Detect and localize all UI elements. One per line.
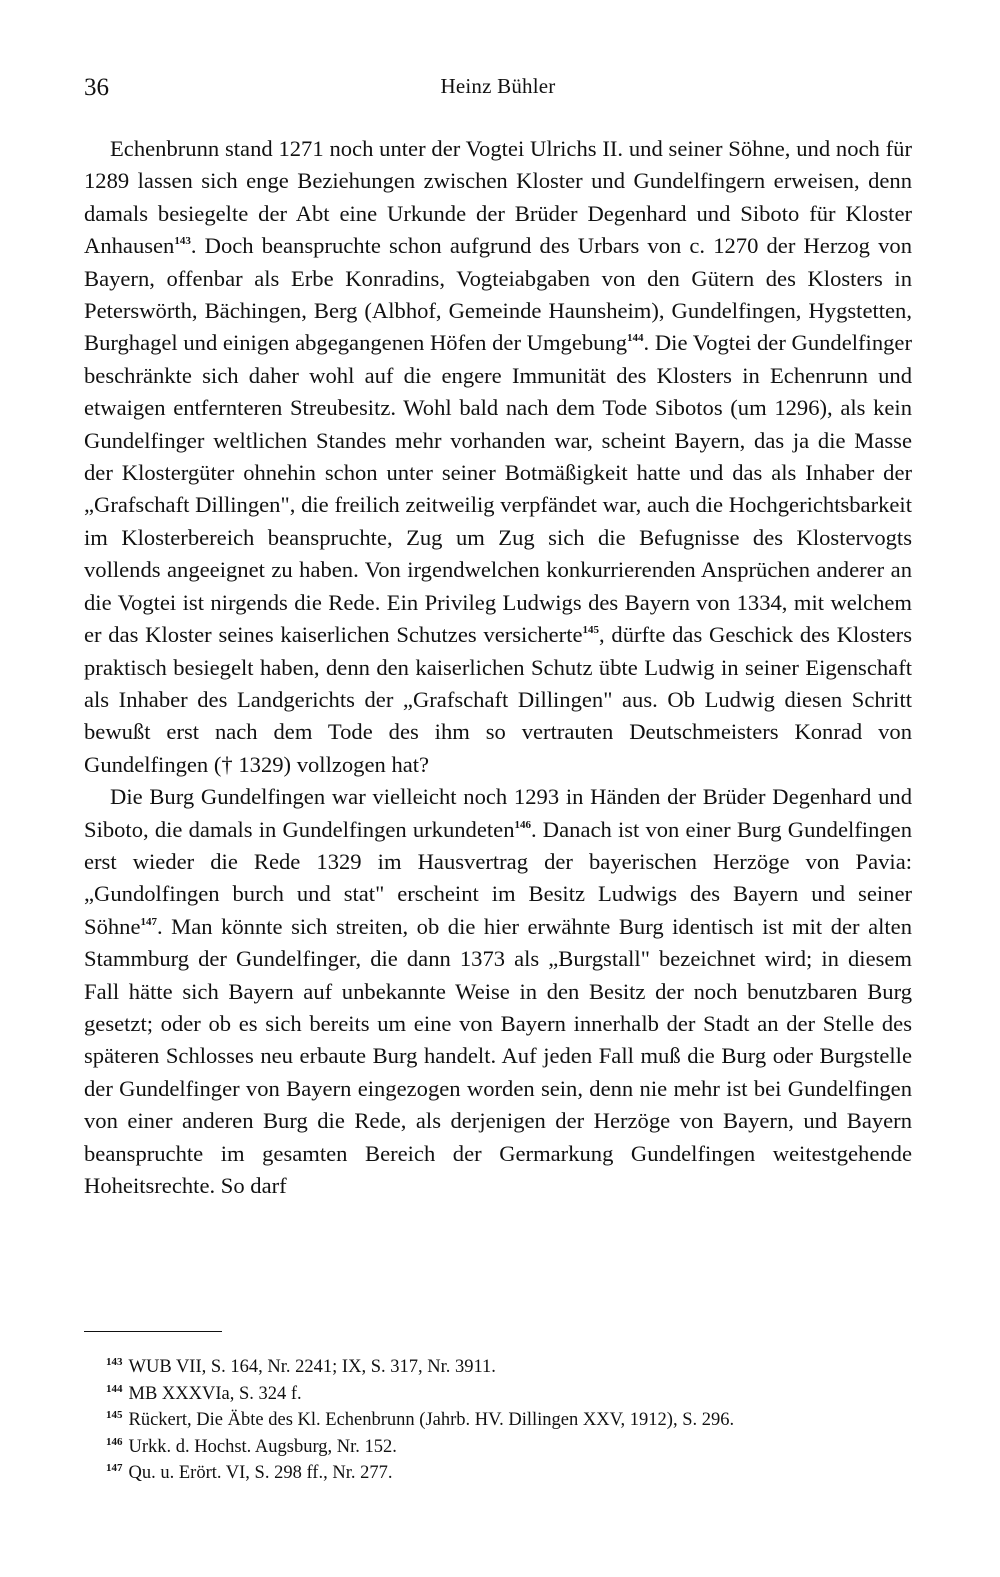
- footnote-number: 144: [106, 1382, 123, 1395]
- paragraph-2: [84, 781, 912, 1202]
- footnote-145: [84, 1407, 912, 1434]
- footnote-144: [84, 1381, 912, 1408]
- footnote-number: 146: [106, 1435, 123, 1448]
- footnote-number: 147: [106, 1462, 123, 1474]
- footnote-text: MB XXXVIa, S. 324 f.: [128, 1383, 302, 1404]
- footnote-text: Qu. u. Erört. VI, S. 298 ff., Nr. 277.: [128, 1463, 393, 1483]
- footnote-ref-143[interactable]: 143: [174, 235, 191, 248]
- text-segment: . Danach ist von einer Burg Gundelfingen erst wieder die Rede 1329 im Hausvertrag der bayerischen Herzöge von Pavia: „Gundolfingen burch und stat" erscheint im Besitz Ludwigs des Bayern und seiner Söhne: [84, 816, 912, 939]
- footnotes: [84, 1354, 912, 1487]
- text-segment: Die Burg Gundelfingen war vielleicht noch 1293 in Händen der Brüder Degenhard und Siboto, die damals in Gundelfingen urkundeten: [84, 784, 912, 842]
- main-text: [84, 133, 912, 1202]
- footnote-separator: [84, 1331, 222, 1332]
- footnote-143: [84, 1354, 912, 1381]
- running-head: Heinz Bühler: [440, 74, 556, 98]
- footnote-number: 143: [106, 1356, 123, 1368]
- footnote-ref-144[interactable]: 144: [627, 332, 644, 345]
- text-segment: . Man könnte sich streiten, ob die hier erwähnte Burg identisch ist mit der alten Stammburg der Gundelfinger, die dann 1373 als „Burgstall" bezeichnet wird; in diesem Fall hätte sich Bayern auf unbekannte Weise in den Besitz der noch benutzbaren Burg gesetzt; oder ob es sich bereits um eine von Bayern innerhalb der Stadt an der Stelle des späteren Schlosses neu erbaute Burg handelt. Auf jeden Fall muß die Burg oder Burgstelle der Gundelfinger von Bayern eingezogen worden sein, denn nie mehr ist bei Gundelfingen von einer anderen Burg die Rede, als derjenigen der Herzöge von Bayern, und Bayern beanspruchte im gesamten Bereich der Germarkung Gundelfingen weitestgehende Hoheitsrechte. So darf: [84, 913, 912, 1198]
- footnote-ref-147[interactable]: 147: [140, 915, 157, 928]
- page-number: 36: [84, 74, 109, 101]
- page-header: [84, 74, 912, 106]
- footnote-text: Urkk. d. Hochst. Augsburg, Nr. 152.: [128, 1436, 397, 1457]
- footnote-number: 145: [106, 1409, 123, 1421]
- footnote-146: [84, 1434, 912, 1461]
- footnote-147: [84, 1460, 912, 1487]
- text-segment: . Doch beanspruchte schon aufgrund des Urbars von c. 1270 der Herzog von Bayern, offenbar als Erbe Konradins, Vogteiabgaben von den Gütern des Klosters in Peterswörth, Bächingen, Berg (Albhof, Gemeinde Haunsheim), Gundelfingen, Hygstetten, Burghagel und einigen abgegangenen Höfen der Umgebung: [84, 233, 912, 356]
- text-segment: , dürfte das Geschick des Klosters praktisch besiegelt haben, denn den kaiserlichen Schutz übte Ludwig in seiner Eigenschaft als Inhaber des Landgerichts der „Grafschaft Dillingen" aus. Ob Ludwig diesen Schritt bewußt erst nach dem Tode des ihm so vertrauten Deutschmeisters Konrad von Gundelfingen († 1329) vollzogen hat?: [84, 622, 912, 777]
- text-segment: Echenbrunn stand 1271 noch unter der Vogtei Ulrichs II. und seiner Söhne, und noch für 1289 lassen sich enge Beziehungen zwischen Kloster und Gundelfingern erweisen, denn damals besiegelte der Abt eine Urkunde der Brüder Degenhard und Siboto für Kloster Anhausen: [84, 136, 912, 259]
- paragraph-1: [84, 133, 912, 781]
- footnote-ref-146[interactable]: 146: [514, 818, 531, 831]
- footnote-ref-145[interactable]: 145: [582, 624, 600, 637]
- footnote-text: WUB VII, S. 164, Nr. 2241; IX, S. 317, Nr. 3911.: [128, 1357, 496, 1377]
- text-segment: . Die Vogtei der Gundelfinger beschränkte sich daher wohl auf die engere Immunität des Klosters in Echenrunn und etwaigen entfernteren Streubesitz. Wohl bald nach dem Tode Sibotos (um 1296), als kein Gundelfinger weltlichen Standes mehr vorhanden war, scheint Bayern, das ja die Masse der Klostergüter ohnehin schon unter seiner Botmäßigkeit hatte und das als Inhaber der „Grafschaft Dillingen", die freilich zeitweilig verpfändet war, auch die Hochgerichtsbarkeit im Klosterbereich beanspruchte, Zug um Zug sich die Befugnisse des Klostervogts vollends angeeignet zu haben. Von irgendwelchen konkurrierenden Ansprüchen anderer an die Vogtei ist nirgends die Rede. Ein Privileg Ludwigs des Bayern von 1334, mit welchem er das Kloster seines kaiserlichen Schutzes versicherte: [84, 330, 912, 648]
- footnote-text: Rückert, Die Äbte des Kl. Echenbrunn (Jahrb. HV. Dillingen XXV, 1912), S. 296.: [128, 1410, 735, 1430]
